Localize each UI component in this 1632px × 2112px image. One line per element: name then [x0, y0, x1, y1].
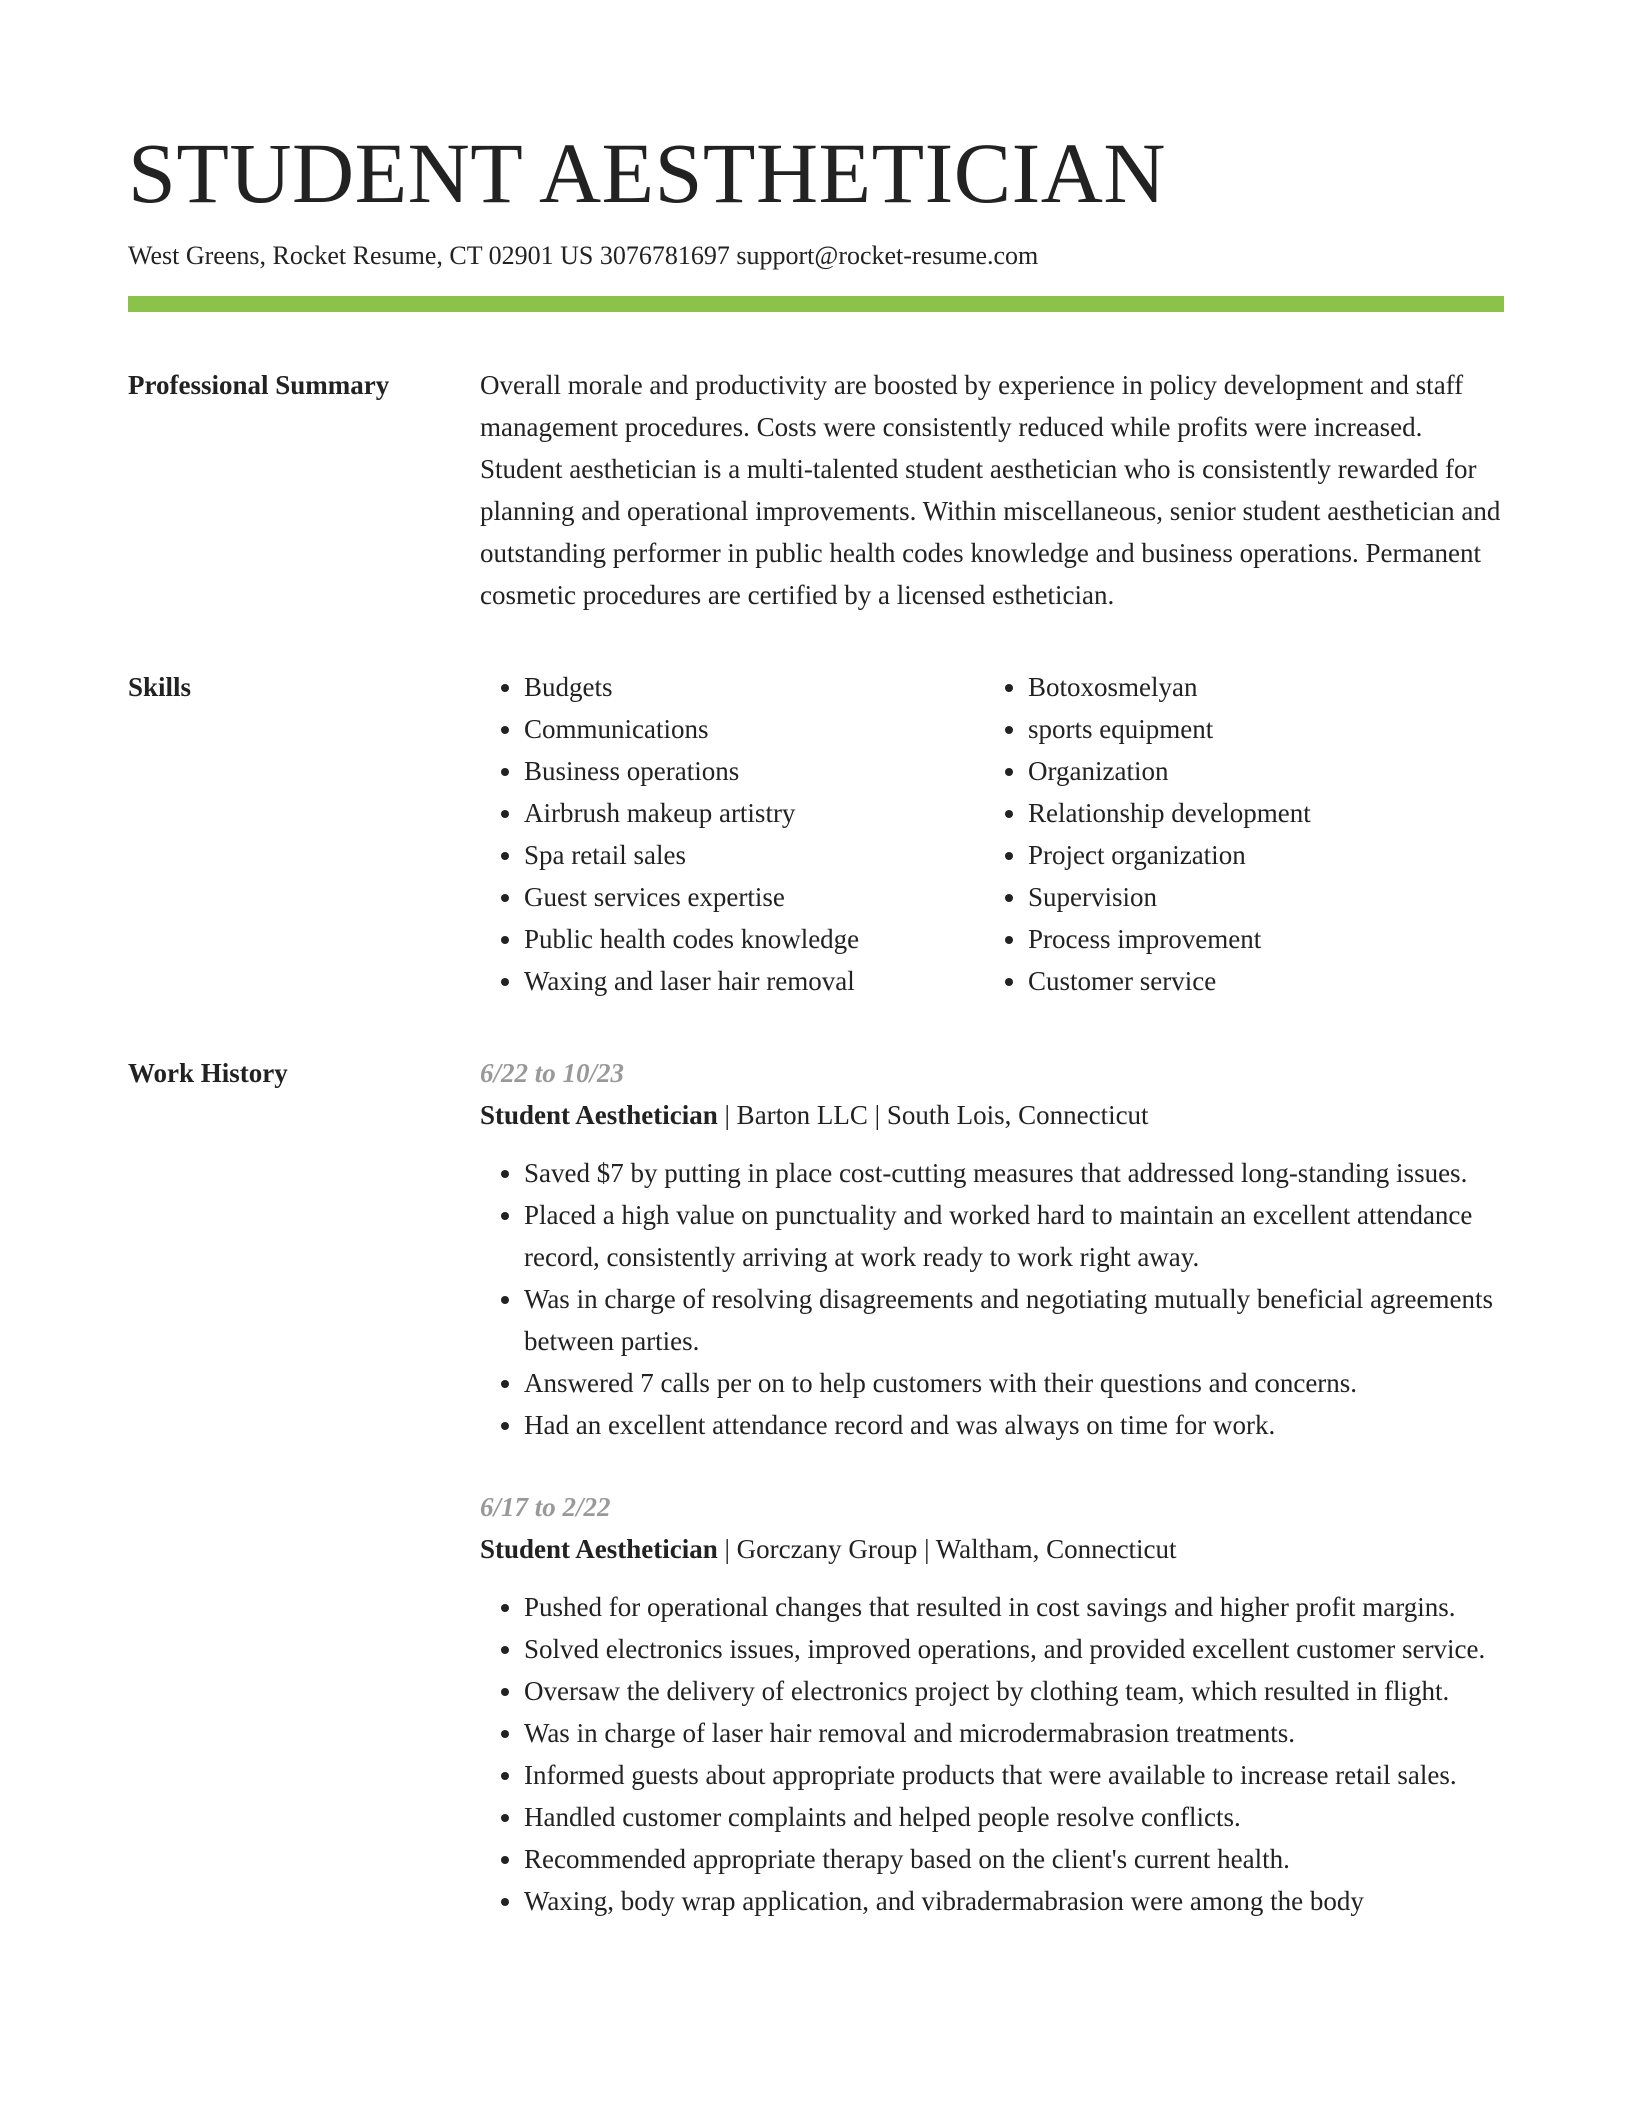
- section-title-skills: Skills: [128, 672, 192, 702]
- job-bullet: • Was in charge of resolving disagreements and negotiating mutually beneficial agreements between parties.: [524, 1278, 1504, 1362]
- skill-item: • Waxing and laser hair removal: [524, 960, 984, 1002]
- job-details: | Gorczany Group | Waltham, Connecticut: [717, 1534, 1177, 1564]
- job-bullet: • Solved electronics issues, improved operations, and provided excellent customer service.: [524, 1628, 1504, 1670]
- skill-item: • Process improvement: [1028, 918, 1488, 960]
- contact-line: West Greens, Rocket Resume, CT 02901 US 3076781697 support@rocket-resume.com: [128, 241, 1039, 270]
- skill-item: • Supervision: [1028, 876, 1488, 918]
- skills-list-left: [480, 666, 984, 1002]
- job-bullets: [480, 1586, 1504, 1922]
- job-dates: 6/22 to 10/23: [480, 1058, 625, 1088]
- job-entry: [480, 1486, 1504, 1922]
- section-title-work-history: Work History: [128, 1058, 288, 1088]
- job-bullet: • Pushed for operational changes that resulted in cost savings and higher profit margins.: [524, 1586, 1504, 1628]
- skill-item: • sports equipment: [1028, 708, 1488, 750]
- resume-page: [128, 118, 1504, 1922]
- job-bullet: • Recommended appropriate therapy based on the client's current health.: [524, 1838, 1504, 1880]
- skill-item: • Relationship development: [1028, 792, 1488, 834]
- job-entry: [480, 1052, 1504, 1446]
- summary-section: [128, 364, 1504, 616]
- job-bullet: • Had an excellent attendance record and was always on time for work.: [524, 1404, 1504, 1446]
- job-heading: [480, 1528, 1504, 1570]
- job-bullet: • Waxing, body wrap application, and vibradermabrasion were among the body: [524, 1880, 1504, 1922]
- skill-item: • Business operations: [524, 750, 984, 792]
- job-bullets: [480, 1152, 1504, 1446]
- section-title-summary: Professional Summary: [128, 370, 390, 400]
- job-title: Student Aesthetician: [480, 1100, 718, 1130]
- job-bullet: • Placed a high value on punctuality and worked hard to maintain an excellent attendance record, consistently arriving at work ready to work right away.: [524, 1194, 1504, 1278]
- skill-item: • Airbrush makeup artistry: [524, 792, 984, 834]
- job-bullet: • Oversaw the delivery of electronics project by clothing team, which resulted in flight.: [524, 1670, 1504, 1712]
- skill-item: • Guest services expertise: [524, 876, 984, 918]
- skill-item: • Botoxosmelyan: [1028, 666, 1488, 708]
- skill-item: • Budgets: [524, 666, 984, 708]
- skills-section: [128, 666, 1504, 1002]
- summary-text: Overall morale and productivity are boosted by experience in policy development and staff management procedures. Costs were consistently reduced while profits were increased. Student aesthetician is a multi-talented student aesthetician who is consistently rewarded for planning and operational improvements. Within miscellaneous, senior student aesthetician and outstanding performer in public health codes knowledge and business operations. Permanent cosmetic procedures are certified by a licensed esthetician.: [480, 370, 1501, 610]
- job-bullet: • Saved $7 by putting in place cost-cutting measures that addressed long-standing issues.: [524, 1152, 1504, 1194]
- resume-name: STUDENT AESTHETICIAN: [128, 125, 1166, 221]
- job-bullet: • Was in charge of laser hair removal and microdermabrasion treatments.: [524, 1712, 1504, 1754]
- skill-item: • Communications: [524, 708, 984, 750]
- job-bullet: • Answered 7 calls per on to help customers with their questions and concerns.: [524, 1362, 1504, 1404]
- skill-item: • Project organization: [1028, 834, 1488, 876]
- job-dates: 6/17 to 2/22: [480, 1492, 611, 1522]
- header-divider: [128, 296, 1504, 312]
- job-title: Student Aesthetician: [480, 1534, 718, 1564]
- job-bullet: • Informed guests about appropriate products that were available to increase retail sales.: [524, 1754, 1504, 1796]
- skill-item: • Customer service: [1028, 960, 1488, 1002]
- skills-list-right: [984, 666, 1488, 1002]
- job-details: | Barton LLC | South Lois, Connecticut: [717, 1100, 1149, 1130]
- skill-item: • Spa retail sales: [524, 834, 984, 876]
- job-bullet: • Handled customer complaints and helped people resolve conflicts.: [524, 1796, 1504, 1838]
- job-heading: [480, 1094, 1504, 1136]
- skill-item: • Public health codes knowledge: [524, 918, 984, 960]
- skill-item: • Organization: [1028, 750, 1488, 792]
- work-history-section: [128, 1052, 1504, 1922]
